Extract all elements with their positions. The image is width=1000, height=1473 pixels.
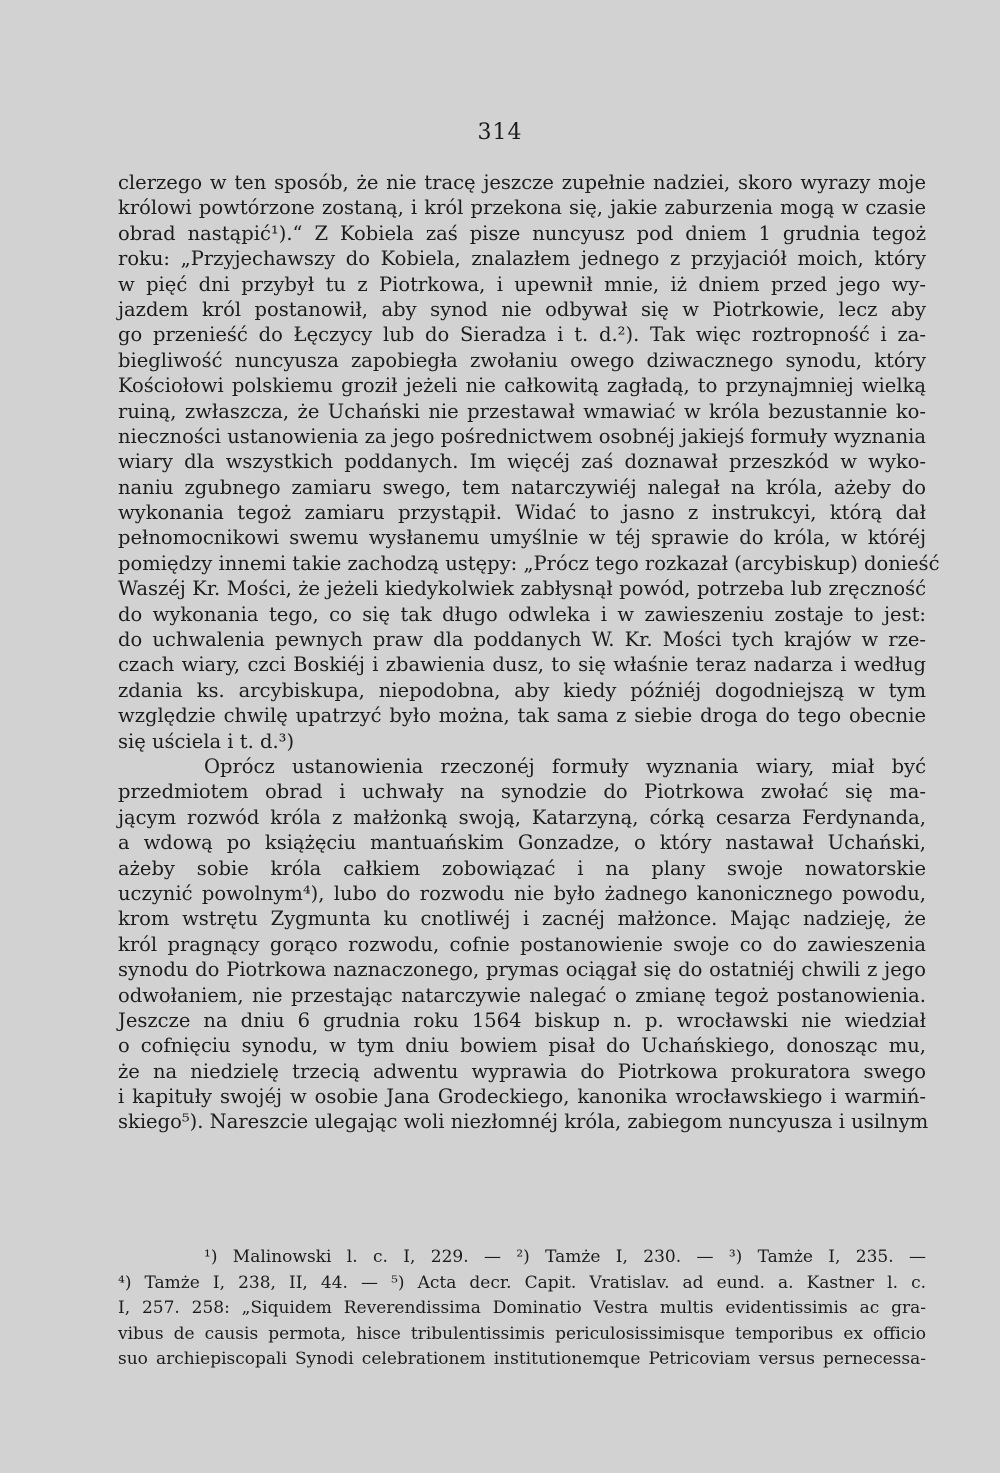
body-text-line: się uściela i t. d.³) (118, 729, 295, 753)
body-text-line: o cofnięciu synodu, w tym dniu bowiem pisał do Uchańskiego, donosząc mu, (118, 1034, 926, 1058)
body-text-line: Kościołowi polskiemu groził jeżeli nie całkowitą zagładą, to przynajmniej wielką (118, 374, 926, 398)
body-text-line: synodu do Piotrkowa naznaczonego, prymas ociągał się do ostatniéj chwili z jego (118, 958, 926, 982)
body-text-line: czach wiary, czci Boskiéj i zbawienia dusz, to się właśnie teraz nadarza i według (118, 653, 926, 677)
body-text-line: Jeszcze na dniu 6 grudnia roku 1564 biskup n. p. wrocławski nie wiedział (118, 1008, 926, 1032)
body-text-line: wykonania tegoż zamiaru przystąpił. Widać to jasno z instrukcyi, którą dał (118, 501, 926, 525)
body-text-line: a wdową po książęciu mantuańskim Gonzadze, o który nastawał Uchański, (118, 831, 926, 855)
body-text-line: zdania ks. arcybiskupa, niepodobna, aby kiedy późniéj dogodniejszą w tym (118, 678, 926, 702)
body-text-line: wiary dla wszystkich poddanych. Im więcéj zaś doznawał przeszkód w wyko- (118, 450, 926, 474)
body-text-line: pełnomocnikowi swemu wysłanemu umyślnie w téj sprawie do króla, w któréj (118, 526, 926, 550)
body-text-line: skiego⁵). Nareszcie ulegając woli niezłomnéj króla, zabiegom nuncyusza i usilnym (118, 1110, 929, 1134)
body-text-line: jazdem król postanowił, aby synod nie odbywał się w Piotrkowie, lecz aby (118, 297, 926, 321)
body-text-line: ażeby sobie króla całkiem zobowiązać i na plany swoje nowatorskie (118, 856, 926, 880)
footnote-line: ¹) Malinowski l. c. I, 229. — ²) Tamże I, 230. — ³) Tamże I, 235. — (204, 1247, 926, 1267)
body-text-line: i kapituły swojéj w osobie Jana Grodeckiego, kanonika wrocławskiego i warmiń- (118, 1085, 926, 1109)
body-text-line: clerzego w ten sposób, że nie tracę jeszcze zupełnie nadziei, skoro wyrazy moje (118, 171, 926, 194)
body-text-line: król pragnący gorąco rozwodu, cofnie postanowienie swoje co do zawieszenia (118, 932, 926, 956)
body-text-line: biegliwość nuncyusza zapobiegła zwołaniu owego dziwacznego synodu, który (118, 348, 926, 372)
body-text-line: królowi powtórzone zostaną, i król przekona się, jakie zaburzenia mogą w czasie (118, 196, 926, 220)
page-number: 314 (477, 120, 523, 145)
main-text-block (118, 170, 940, 1135)
body-text-line: Oprócz ustanowienia rzeczonéj formuły wyznania wiary, miał być (204, 754, 926, 778)
body-text-line: roku: „Przyjechawszy do Kobiela, znalazłem jednego z przyjaciół moich, który (118, 247, 926, 271)
body-text-line: do uchwalenia pewnych praw dla poddanych W. Kr. Mości tych krajów w rze- (118, 628, 926, 652)
body-text-line: względzie chwilę upatrzyć było można, tak sama z siebie droga do tego obecnie (118, 704, 926, 728)
footnote-line: vibus de causis permota, hisce tribulentissimis periculosissimisque temporibus ex officio (118, 1323, 926, 1344)
body-text-line: jącym rozwód króla z małżonką swoją, Katarzyną, córką cesarza Ferdynanda, (118, 805, 926, 829)
body-text-line: pomiędzy innemi takie zachodzą ustępy: „Prócz tego rozkazał (arcybiskup) donieść (118, 551, 940, 575)
footnotes-block (118, 1245, 926, 1373)
body-text-line: go przenieść do Łęczycy lub do Sieradza i t. d.²). Tak więc roztropność i za- (118, 323, 926, 347)
body-text-line: obrad nastąpić¹).“ Z Kobiela zaś pisze nuncyusz pod dniem 1 grudnia tegoż (118, 221, 926, 245)
body-text-line: nieczności ustanowienia za jego pośrednictwem osobnéj jakiejś formuły wyznania (118, 424, 927, 448)
body-text-line: naniu zgubnego zamiaru swego, tem natarczywiéj nalegał na króla, ażeby do (118, 475, 926, 499)
body-text-line: odwołaniem, nie przestając natarczywie nalegać o zmianę tegoż postanowienia. (118, 983, 926, 1007)
body-text-line: że na niedzielę trzecią adwentu wyprawia do Piotrkowa prokuratora swego (118, 1059, 926, 1083)
footnote-line: suo archiepiscopali Synodi celebrationem institutionemque Petricoviam versus pernecessa- (118, 1349, 926, 1369)
body-text-line: krom wstrętu Zygmunta ku cnotliwéj i zacnéj małżonce. Mając nadzieję, że (118, 907, 926, 931)
body-text-line: w pięć dni przybył tu z Piotrkowa, i upewnił mnie, iż dniem przed jego wy- (118, 272, 926, 296)
body-text-line: uczynić powolnym⁴), lubo do rozwodu nie było żadnego kanonicznego powodu, (118, 881, 926, 905)
footnote-line: ⁴) Tamże I, 238, II, 44. — ⁵) Acta decr. Capit. Vratislav. ad eund. a. Kastner l. c. (118, 1272, 926, 1293)
body-text-line: do wykonania tego, co się tak długo odwleka i w zawieszeniu zostaje to jest: (118, 602, 926, 626)
body-text-line: ruiną, zwłaszcza, że Uchański nie przestawał wmawiać w króla bezustannie ko- (118, 399, 926, 423)
body-text-line: Waszéj Kr. Mości, że jeżeli kiedykolwiek zabłysnął powód, potrzeba lub zręczność (118, 577, 926, 601)
body-text-line: przedmiotem obrad i uchwały na synodzie do Piotrkowa zwołać się ma- (118, 780, 926, 804)
footnote-line: I, 257. 258: „Siquidem Reverendissima Dominatio Vestra multis evidentissimis ac gra- (118, 1298, 926, 1318)
